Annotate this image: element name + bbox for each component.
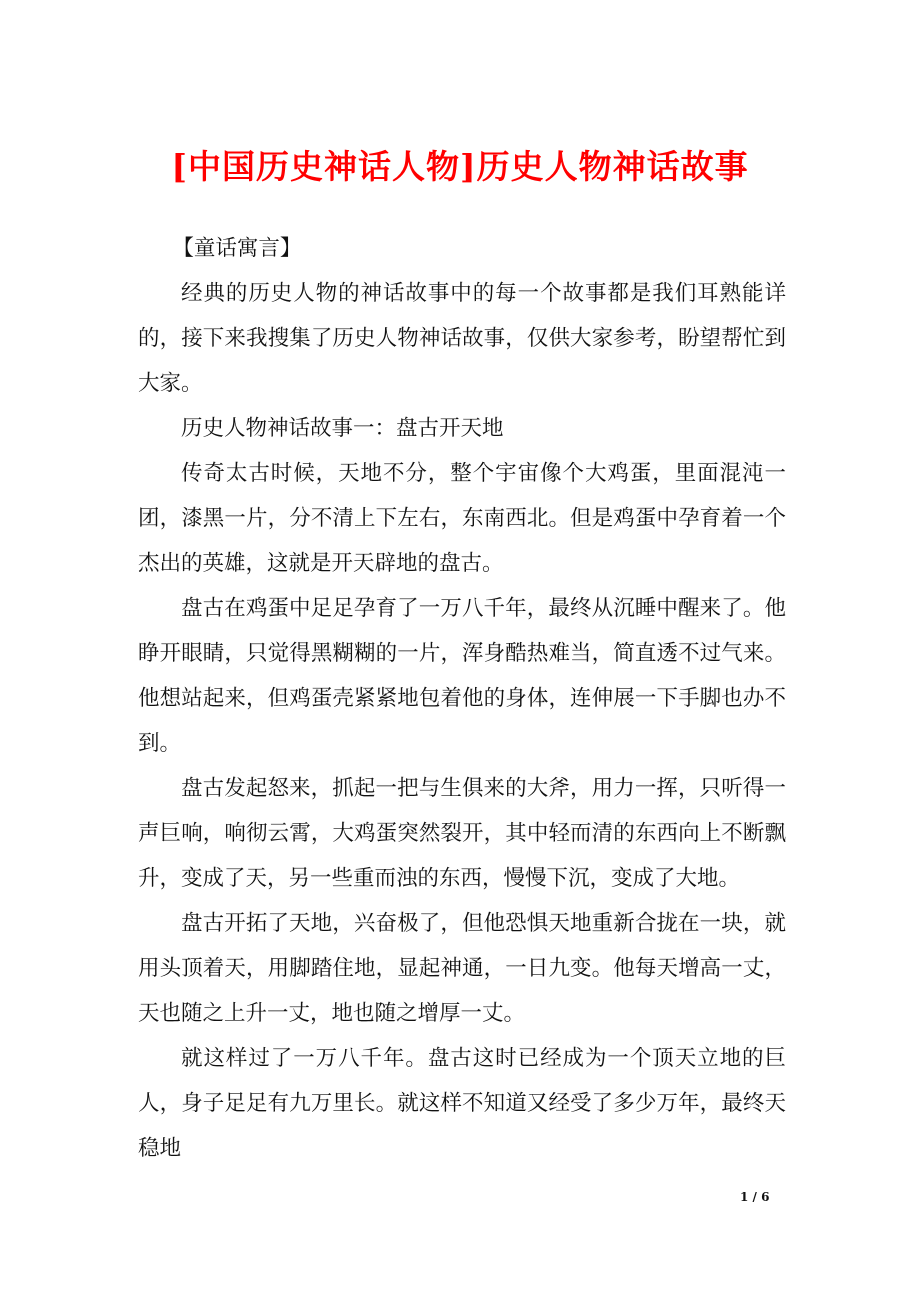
page-number: 1 / 6 — [740, 1190, 770, 1204]
paragraph-intro: 经典的历史人物的神话故事中的每一个故事都是我们耳熟能详的，接下来我搜集了历史人物神话故事，仅供大家参考，盼望帮忙到大家。 — [138, 281, 786, 396]
paragraph-1: 传奇太古时候，天地不分，整个宇宙像个大鸡蛋，里面混沌一团，漆黑一片，分不清上下左右，东南西北。但是鸡蛋中孕育着一个杰出的英雄，这就是开天辟地的盘古。 — [138, 461, 786, 576]
document-body — [138, 226, 786, 1171]
paragraph-4: 盘古开拓了天地，兴奋极了，但他恐惧天地重新合拢在一块，就用头顶着天，用脚踏住地，显起神通，一日九变。他每天增高一丈，天也随之上升一丈，地也随之增厚一丈。 — [138, 911, 786, 1026]
paragraph-3: 盘古发起怒来，抓起一把与生俱来的大斧，用力一挥，只听得一声巨响，响彻云霄，大鸡蛋突然裂开，其中轻而清的东西向上不断飘升，变成了天，另一些重而浊的东西，慢慢下沉，变成了大地。 — [138, 776, 786, 891]
category-tag: 【童话寓言】 — [172, 236, 302, 261]
document-title: [中国历史神话人物]历史人物神话故事 — [171, 147, 749, 186]
paragraph-5: 就这样过了一万八千年。盘古这时已经成为一个顶天立地的巨人，身子足足有九万里长。就这样不知道又经受了多少万年，最终天稳地 — [138, 1046, 786, 1161]
story-heading: 历史人物神话故事一：盘古开天地 — [181, 416, 504, 441]
paragraph-2: 盘古在鸡蛋中足足孕育了一万八千年，最终从沉睡中醒来了。他睁开眼睛，只觉得黑糊糊的一片，浑身酷热难当，简直透不过气来。他想站起来，但鸡蛋壳紧紧地包着他的身体，连伸展一下手脚也办不到。 — [138, 596, 786, 756]
